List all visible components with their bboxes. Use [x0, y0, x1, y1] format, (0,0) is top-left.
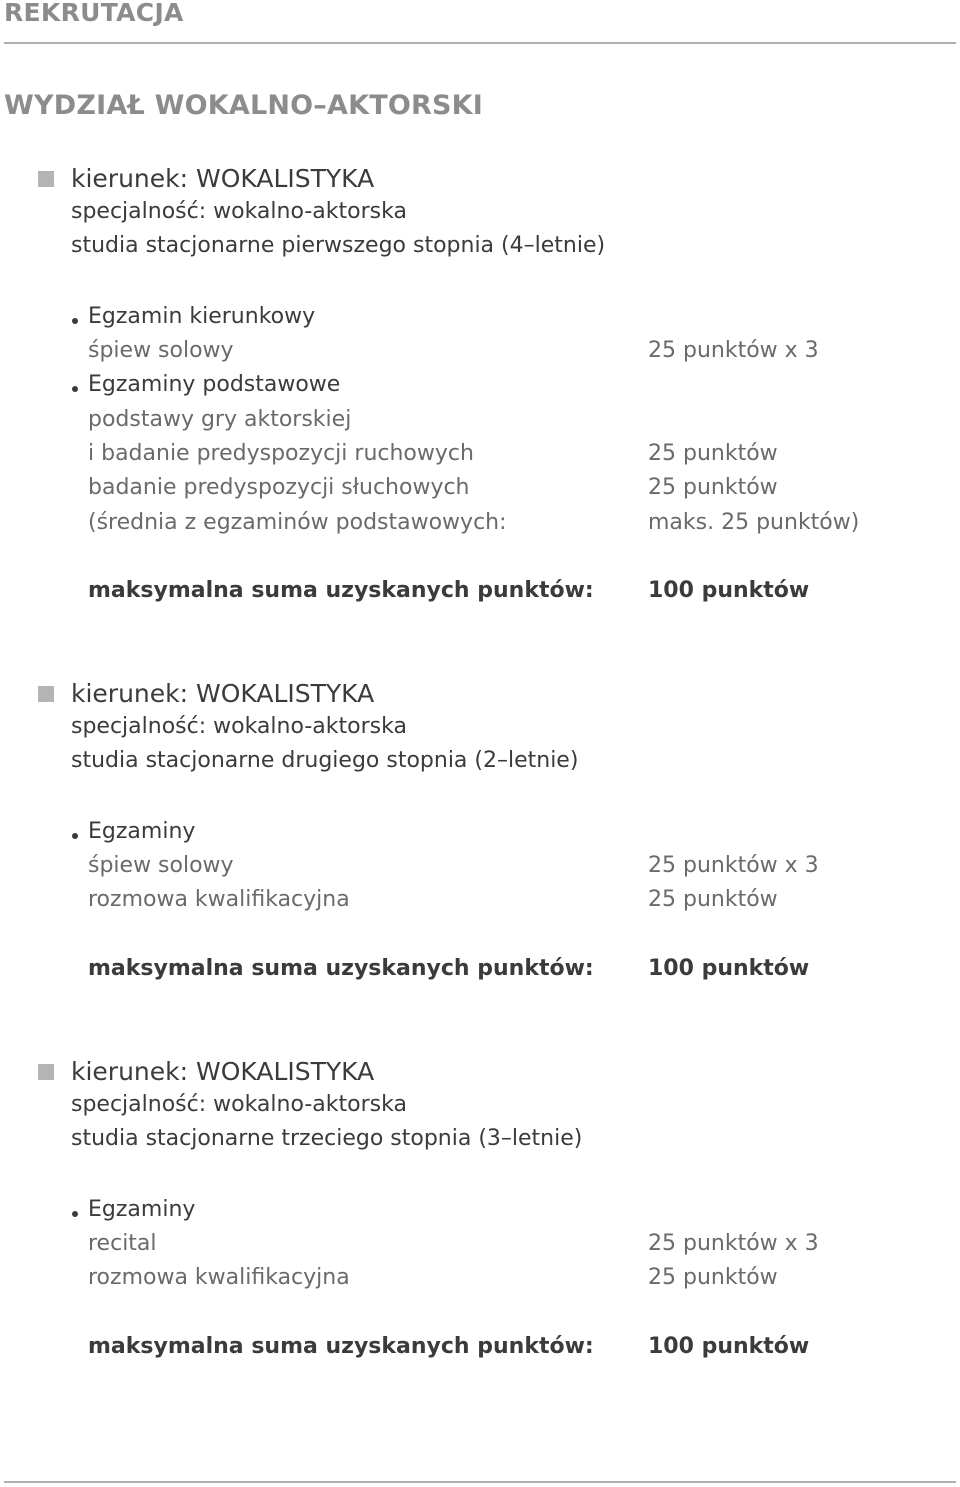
exam-group-label: Egzaminy [88, 819, 196, 844]
exam-group-row [0, 304, 960, 338]
bullet-icon [72, 386, 78, 392]
exam-item-points: 25 punktów x 3 [648, 853, 819, 878]
specjalnosc-line: specjalność: wokalno-aktorska [71, 714, 407, 739]
section-3 [0, 1057, 960, 1377]
exam-item-points: 25 punktów x 3 [648, 338, 819, 363]
square-bullet-icon [38, 1064, 54, 1080]
exam-item-row [0, 407, 960, 441]
exam-group-label: Egzamin kierunkowy [88, 304, 316, 329]
exam-item-row [0, 853, 960, 887]
bullet-icon [72, 833, 78, 839]
exam-item-row [0, 338, 960, 372]
exam-group-row [0, 819, 960, 853]
exam-item-points: 25 punktów x 3 [648, 1231, 819, 1256]
exam-item-row [0, 1265, 960, 1299]
section-2 [0, 679, 960, 999]
kierunek-line: kierunek: WOKALISTYKA [71, 1057, 375, 1086]
exam-item-row [0, 441, 960, 475]
top-divider [4, 42, 956, 44]
specjalnosc-line: specjalność: wokalno-aktorska [71, 1092, 407, 1117]
studia-line: studia stacjonarne trzeciego stopnia (3–letnie) [71, 1126, 583, 1151]
sum-points: 100 punktów [648, 578, 810, 603]
exam-item-label: recital [88, 1231, 157, 1256]
faculty-title: WYDZIAŁ WOKALNO–AKTORSKI [4, 90, 484, 121]
exam-group-label: Egzaminy [88, 1197, 196, 1222]
sum-row [0, 578, 960, 612]
exam-item-label: i badanie predyspozycji ruchowych [88, 441, 474, 466]
exam-item-row [0, 887, 960, 921]
header-title: REKRUTACJA [4, 0, 184, 27]
exam-item-row [0, 475, 960, 509]
sum-points: 100 punktów [648, 1334, 810, 1359]
exam-item-points: 25 punktów [648, 441, 778, 466]
section-heading [0, 164, 960, 274]
bottom-divider [4, 1481, 956, 1483]
exam-group-label: Egzaminy podstawowe [88, 372, 341, 397]
section-1 [0, 164, 960, 614]
sum-row [0, 1334, 960, 1368]
section-heading [0, 1057, 960, 1167]
sum-row [0, 956, 960, 990]
exam-item-label: śpiew solowy [88, 853, 234, 878]
exam-item-label: badanie predyspozycji słuchowych [88, 475, 470, 500]
exam-item-row [0, 510, 960, 544]
kierunek-line: kierunek: WOKALISTYKA [71, 679, 375, 708]
exam-item-label: śpiew solowy [88, 338, 234, 363]
exam-item-label: rozmowa kwalifikacyjna [88, 887, 350, 912]
exam-item-label: (średnia z egzaminów podstawowych: [88, 510, 507, 535]
sum-label: maksymalna suma uzyskanych punktów: [88, 1334, 594, 1359]
kierunek-line: kierunek: WOKALISTYKA [71, 164, 375, 193]
sum-label: maksymalna suma uzyskanych punktów: [88, 956, 594, 981]
exam-item-label: rozmowa kwalifikacyjna [88, 1265, 350, 1290]
section-heading [0, 679, 960, 789]
square-bullet-icon [38, 686, 54, 702]
exam-item-row [0, 1231, 960, 1265]
exam-item-label: podstawy gry aktorskiej [88, 407, 352, 432]
exam-item-points: maks. 25 punktów) [648, 510, 860, 535]
sum-label: maksymalna suma uzyskanych punktów: [88, 578, 594, 603]
sum-points: 100 punktów [648, 956, 810, 981]
bullet-icon [72, 318, 78, 324]
bullet-icon [72, 1211, 78, 1217]
studia-line: studia stacjonarne pierwszego stopnia (4–letnie) [71, 233, 606, 258]
studia-line: studia stacjonarne drugiego stopnia (2–letnie) [71, 748, 579, 773]
exam-item-points: 25 punktów [648, 475, 778, 500]
exam-group-row [0, 372, 960, 406]
specjalnosc-line: specjalność: wokalno-aktorska [71, 199, 407, 224]
square-bullet-icon [38, 171, 54, 187]
exam-item-points: 25 punktów [648, 887, 778, 912]
exam-item-points: 25 punktów [648, 1265, 778, 1290]
exam-group-row [0, 1197, 960, 1231]
